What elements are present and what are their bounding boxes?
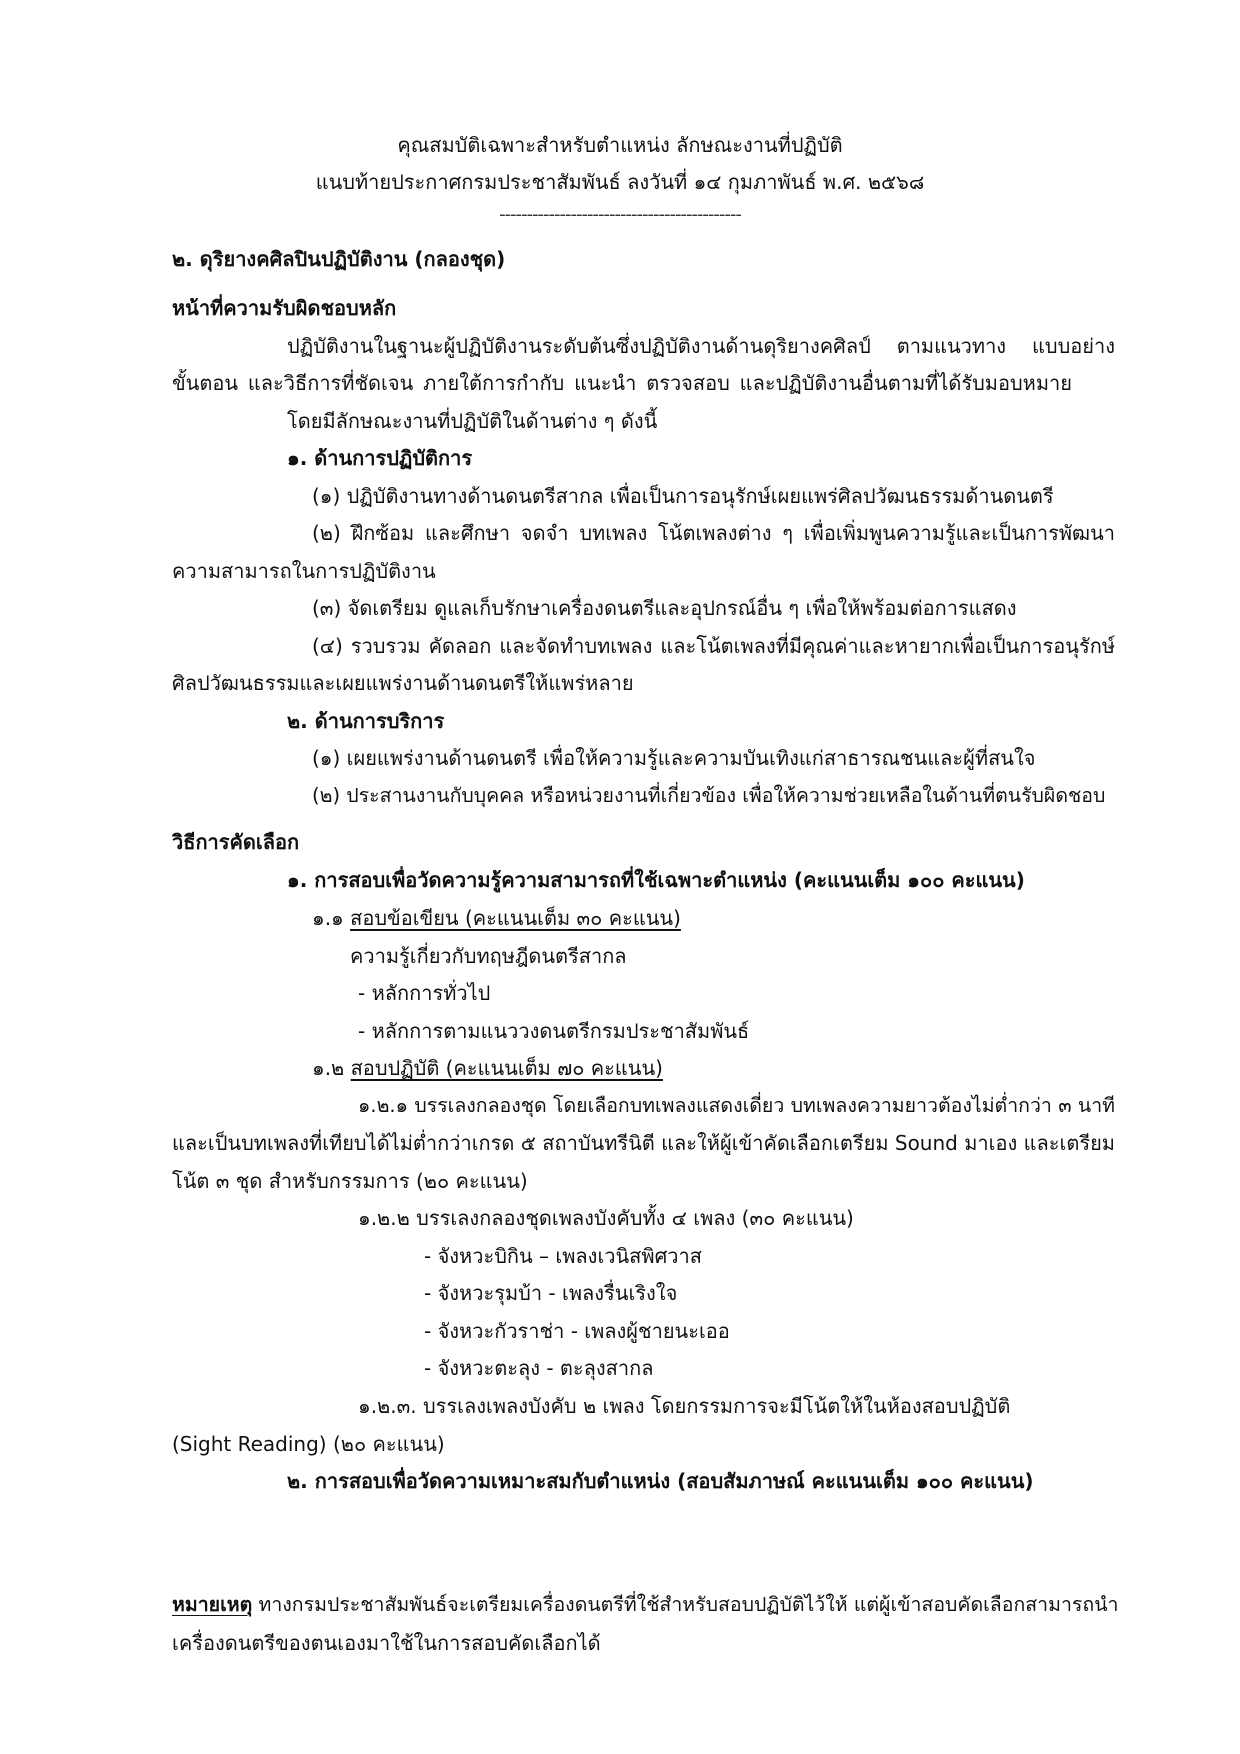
- practical-3-line-1: ๑.๒.๓. บรรเลงเพลงบังคับ ๒ เพลง โดยกรรมการจะมีโน้ตให้ในห้องสอบปฏิบัติ: [358, 1394, 1011, 1418]
- duties-intro-line-2: ขั้นตอน และวิธีการที่ชัดเจน ภายใต้การกำกับ แนะนำ ตรวจสอบ และปฏิบัติงานอื่นตามที่ได้รับมอบหมาย: [172, 371, 1072, 395]
- practical-1-line-1: ๑.๒.๑ บรรเลงกลองชุด โดยเลือกบทเพลงแสดงเดี่ยว บทเพลงความยาวต้องไม่ต่ำกว่า ๓ นาที: [358, 1094, 1115, 1117]
- note-text-1: ทางกรมประชาสัมพันธ์จะเตรียมเครื่องดนตรีที่ใช้สำหรับสอบปฏิบัติไว้ให้ แต่ผู้เข้าสอบคัดเลือกสามารถนำ: [252, 1593, 1119, 1616]
- practical-exam-line: [312, 1051, 663, 1085]
- written-exam-sub-2: - หลักการตามแนววงดนตรีกรมประชาสัมพันธ์: [358, 1019, 750, 1043]
- written-exam-number: ๑.๑: [312, 906, 351, 930]
- note-line-2: เครื่องดนตรีของตนเองมาใช้ในการสอบคัดเลือกได้: [172, 1631, 601, 1655]
- practical-exam-number: ๑.๒: [312, 1056, 351, 1080]
- required-song-2: - จังหวะรุมบ้า - เพลงรื่นเริงใจ: [424, 1281, 678, 1305]
- service-item-1: (๑) เผยแพร่งานด้านดนตรี เพื่อให้ความรู้และความบันเทิงแก่สาธารณชนและผู้ที่สนใจ: [312, 746, 1036, 770]
- operations-item-2-line-2: ความสามารถในการปฏิบัติงาน: [172, 559, 436, 583]
- duties-intro-line-3: โดยมีลักษณะงานที่ปฏิบัติในด้านต่าง ๆ ดังนี้: [287, 409, 658, 433]
- required-song-4: - จังหวะตะลุง - ตะลุงสากล: [424, 1356, 654, 1380]
- operations-item-4-line-1: (๔) รวบรวม คัดลอก และจัดทำบทเพลง และโน้ตเพลงที่มีคุณค่าและหายากเพื่อเป็นการอนุรักษ์: [312, 634, 1115, 658]
- practical-exam-title: สอบปฏิบัติ (คะแนนเต็ม ๗๐ คะแนน): [350, 1056, 663, 1080]
- required-song-3: - จังหวะกัวราช่า - เพลงผู้ชายนะเออ: [424, 1319, 730, 1343]
- position-title: ๒. ดุริยางคศิลปินปฏิบัติงาน (กลองชุด): [172, 247, 506, 271]
- duties-heading: หน้าที่ความรับผิดชอบหลัก: [172, 296, 397, 320]
- header-title-line-1: คุณสมบัติเฉพาะสำหรับตำแหน่ง ลักษณะงานที่ปฏิบัติ: [397, 133, 843, 157]
- written-exam-topic: ความรู้เกี่ยวกับทฤษฎีดนตรีสากล: [350, 944, 627, 968]
- operations-item-1: (๑) ปฏิบัติงานทางด้านดนตรีสากล เพื่อเป็นการอนุรักษ์เผยแพร่ศิลปวัฒนธรรมด้านดนตรี: [312, 484, 1054, 508]
- written-exam-sub-1: - หลักการทั่วไป: [358, 981, 491, 1005]
- duties-intro-line-1: ปฏิบัติงานในฐานะผู้ปฏิบัติงานระดับต้นซึ่งปฏิบัติงานด้านดุริยางคศิลป์ ตามแนวทาง แบบอย่าง: [287, 334, 1115, 358]
- practical-2: ๑.๒.๒ บรรเลงกลองชุดเพลงบังคับทั้ง ๔ เพลง (๓๐ คะแนน): [358, 1206, 854, 1230]
- practical-3-line-2: (Sight Reading) (๒๐ คะแนน): [172, 1432, 445, 1456]
- written-exam-title: สอบข้อเขียน (คะแนนเต็ม ๓๐ คะแนน): [350, 906, 681, 930]
- required-song-1: - จังหวะบิกิน – เพลงเวนิสพิศวาส: [424, 1244, 702, 1268]
- operations-item-4-line-2: ศิลปวัฒนธรรมและเผยแพร่งานด้านดนตรีให้แพร่หลาย: [172, 671, 634, 695]
- written-exam-line: [312, 901, 681, 935]
- practical-1-line-3: โน้ต ๓ ชุด สำหรับกรรมการ (๒๐ คะแนน): [172, 1169, 528, 1193]
- operations-item-3: (๓) จัดเตรียม ดูแลเก็บรักษาเครื่องดนตรีและอุปกรณ์อื่น ๆ เพื่อให้พร้อมต่อการแสดง: [312, 596, 1017, 620]
- exam-2-heading: ๒. การสอบเพื่อวัดความเหมาะสมกับตำแหน่ง (สอบสัมภาษณ์ คะแนนเต็ม ๑๐๐ คะแนน): [287, 1469, 1034, 1493]
- operations-item-2-line-1: (๒) ฝึกซ้อม และศึกษา จดจำ บทเพลง โน้ตเพลงต่าง ๆ เพื่อเพิ่มพูนความรู้และเป็นการพัฒนา: [312, 521, 1115, 545]
- header-separator: --------------------------------------------: [499, 204, 741, 225]
- selection-heading: วิธีการคัดเลือก: [172, 830, 300, 854]
- exam-1-heading: ๑. การสอบเพื่อวัดความรู้ความสามารถที่ใช้เฉพาะตำแหน่ง (คะแนนเต็ม ๑๐๐ คะแนน): [287, 868, 1025, 892]
- service-heading: ๒. ด้านการบริการ: [287, 709, 445, 733]
- service-item-2: (๒) ประสานงานกับบุคคล หรือหน่วยงานที่เกี่ยวข้อง เพื่อให้ความช่วยเหลือในด้านที่ตนรับผิดชอบ: [312, 784, 1106, 807]
- practical-1-line-2: และเป็นบทเพลงที่เทียบได้ไม่ต่ำกว่าเกรด ๕ สถาบันทรีนิตี และให้ผู้เข้าคัดเลือกเตรียม Sound มาเอง และเตรียม: [172, 1131, 1115, 1155]
- header-title-line-2: แนบท้ายประกาศกรมประชาสัมพันธ์ ลงวันที่ ๑๔ กุมภาพันธ์ พ.ศ. ๒๕๖๘: [315, 170, 925, 194]
- note-label: หมายเหตุ: [172, 1593, 253, 1616]
- operations-heading: ๑. ด้านการปฏิบัติการ: [287, 446, 473, 470]
- note-line-1: [172, 1588, 1118, 1622]
